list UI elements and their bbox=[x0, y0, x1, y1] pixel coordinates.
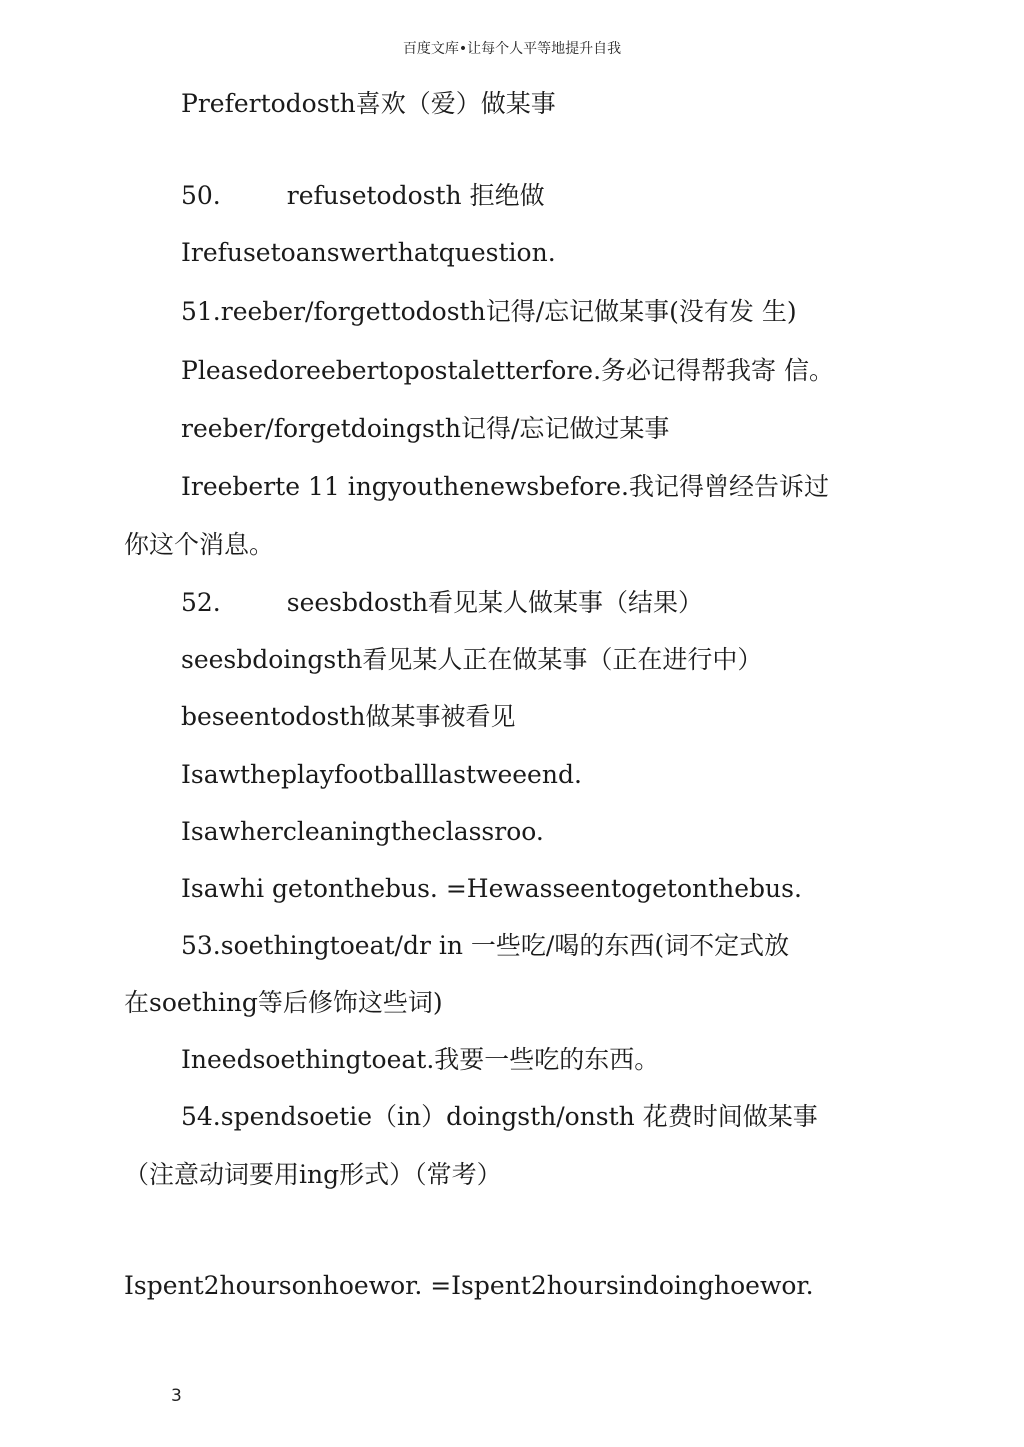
text-line: beseentodosth做某事被看见 bbox=[181, 702, 516, 731]
text-line: refusetodosth 拒绝做 bbox=[286, 181, 545, 210]
text-line: reeber/forgetdoingsth记得/忘记做过某事 bbox=[181, 414, 670, 443]
text-line: 53.soethingtoeat/dr in 一些吃/喝的东西(词不定式放 bbox=[181, 931, 790, 960]
text-line: Pleasedoreebertopostaletterfore.务必记得帮我寄 信。 bbox=[181, 356, 834, 385]
page-header: 百度文库•让每个人平等地提升自我 bbox=[402, 41, 622, 57]
item-number: 50. bbox=[181, 181, 221, 210]
text-line: Isawhercleaningtheclassroo. bbox=[181, 817, 544, 846]
text-line: 你这个消息。 bbox=[124, 530, 275, 559]
item-number: 52. bbox=[181, 588, 221, 617]
text-line: （注意动词要用ing形式）（常考） bbox=[124, 1160, 502, 1189]
text-line: 在soething等后修饰这些词) bbox=[124, 988, 443, 1017]
text-line: Irefusetoanswerthatquestion. bbox=[181, 238, 556, 267]
text-line: Prefertodosth喜欢（爱）做某事 bbox=[181, 89, 556, 118]
text-line: 51.reeber/forgettodosth记得/忘记做某事(没有发 生) bbox=[181, 297, 797, 326]
text-line: Ireeberte 11 ingyouthenewsbefore.我记得曾经告诉过 bbox=[181, 472, 829, 501]
page-number: 3 bbox=[171, 1386, 182, 1406]
text-line: Isawhi getonthebus. =Hewasseentogetonthebus. bbox=[181, 874, 802, 903]
text-line: 54.spendsoetie（in）doingsth/onsth 花费时间做某事 bbox=[181, 1102, 818, 1131]
list-item-52 bbox=[181, 587, 703, 619]
text-line: seesbdoingsth看见某人正在做某事（正在进行中） bbox=[181, 645, 763, 674]
text-line: Ispent2hoursonhoewor. =Ispent2hoursindoinghoewor. bbox=[124, 1271, 814, 1300]
text-line: seesbdosth看见某人做某事（结果） bbox=[286, 588, 704, 617]
list-item-50 bbox=[181, 180, 545, 212]
text-line: Ineedsoethingtoeat.我要一些吃的东西。 bbox=[181, 1045, 660, 1074]
text-line: Isawtheplayfootballlastweeend. bbox=[181, 760, 582, 789]
